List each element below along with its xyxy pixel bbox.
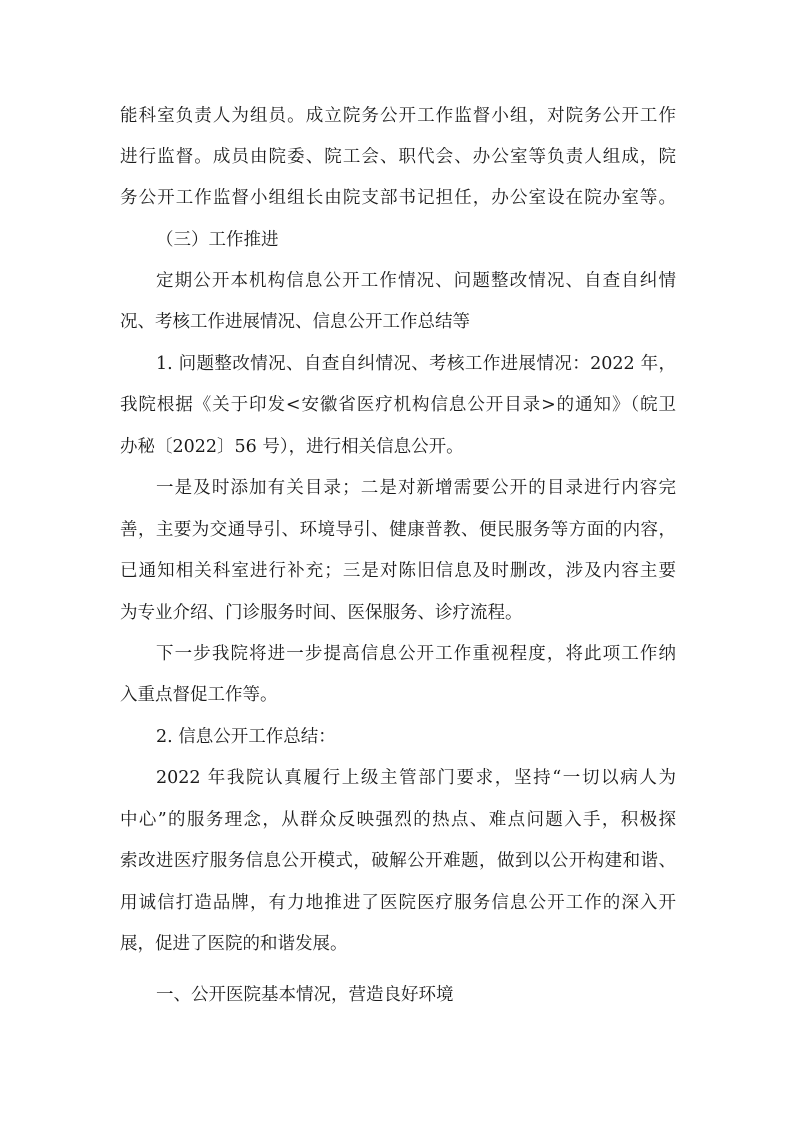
text-line-13: 为专业介绍、门诊服务时间、医保服务、诊疗流程。: [120, 603, 523, 623]
text-line-11: 善，主要为交通导引、环境导引、健康普教、便民服务等方面的内容，: [120, 520, 676, 540]
text-line-1: 能科室负责人为组员。成立院务公开工作监督小组，对院务公开工作: [120, 106, 676, 126]
text-line-10: 一是及时添加有关目录；二是对新增需要公开的目录进行内容完: [156, 478, 676, 498]
text-line-5: 定期公开本机构信息公开工作情况、问题整改情况、自查自纠情: [156, 271, 676, 291]
text-line-9: 办秘〔2022〕56 号），进行相关信息公开。: [120, 437, 464, 457]
text-line-14: 下一步我院将进一步提高信息公开工作重视程度，将此项工作纳: [156, 644, 676, 664]
section-heading-hospital-basics: 一、公开医院基本情况，营造良好环境: [156, 985, 454, 1005]
text-line-17: 2022 年我院认真履行上级主管部门要求，坚持“一切以病人为: [156, 768, 676, 788]
text-line-19: 索改进医疗服务信息公开模式，破解公开难题，做到以公开构建和谐、: [120, 851, 676, 871]
text-line-15: 入重点督促工作等。: [120, 685, 278, 705]
text-line-6: 况、考核工作进展情况、信息公开工作总结等: [120, 312, 470, 332]
text-line-8: 我院根据《关于印发<安徽省医疗机构信息公开目录>的通知》（皖卫: [120, 395, 676, 415]
text-line-7: 1. 问题整改情况、自查自纠情况、考核工作进展情况：2022 年，: [156, 354, 676, 374]
text-line-21: 展，促进了医院的和谐发展。: [120, 934, 348, 954]
section-heading-work-progress: （三）工作推进: [156, 230, 279, 250]
section-heading-info-summary: 2. 信息公开工作总结：: [156, 727, 336, 747]
text-line-18: 中心”的服务理念，从群众反映强烈的热点、难点问题入手，积极探: [120, 810, 676, 830]
text-line-20: 用诚信打造品牌，有力地推进了医院医疗服务信息公开工作的深入开: [120, 893, 676, 913]
text-line-3: 务公开工作监督小组组长由院支部书记担任，办公室设在院办室等。: [120, 188, 676, 208]
text-line-2: 进行监督。成员由院委、院工会、职代会、办公室等负责人组成，院: [120, 147, 676, 167]
text-line-12: 已通知相关科室进行补充；三是对陈旧信息及时删改，涉及内容主要: [120, 561, 676, 581]
